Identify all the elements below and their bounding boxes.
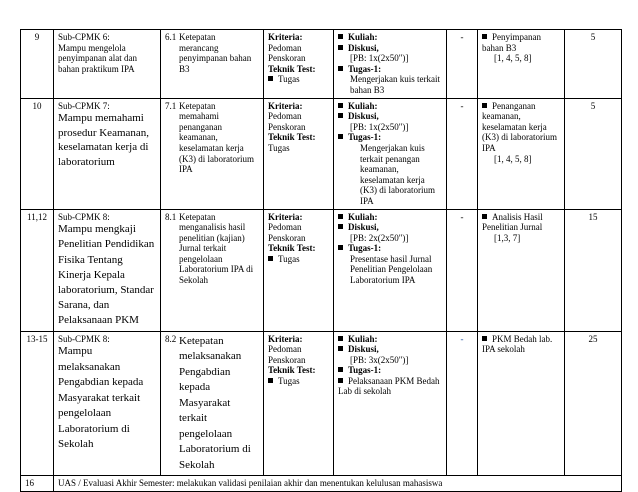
- criteria-item: Penskoran: [268, 354, 306, 365]
- technique-heading: Teknik Test:: [268, 132, 316, 143]
- material-cell: [478, 331, 565, 476]
- table-row: [21, 98, 622, 209]
- criteria-heading: Kriteria:: [268, 211, 303, 222]
- indicator-cell: [161, 209, 264, 331]
- bullet-icon: [338, 34, 343, 39]
- material-text: Penanganan keamanan, keselamatan kerja (K3) di laboratorium IPA: [482, 100, 557, 153]
- sub-cpmk-cell: [54, 331, 161, 476]
- criteria-item: Pedoman: [268, 111, 302, 122]
- technique-heading: Teknik Test:: [268, 243, 316, 254]
- week-number: 13-15: [21, 331, 54, 476]
- criteria-heading: Kriteria:: [268, 32, 303, 42]
- lecture-label: Kuliah:: [348, 333, 378, 344]
- technique-item: Tugas: [278, 375, 300, 386]
- bullet-icon: [338, 214, 343, 219]
- technique-heading: Teknik Test:: [268, 63, 316, 74]
- learning-form-cell: [334, 209, 447, 331]
- table-row: [21, 209, 622, 331]
- sub-cpmk-text: Mampu melaksanakan Pengabdian kepada Masyarakat terkait pengelolaan Laboratorium di Sekolah: [58, 345, 144, 451]
- bullet-icon: [482, 336, 487, 341]
- online-cell: -: [447, 30, 478, 99]
- material-cell: [478, 30, 565, 99]
- task-label: Tugas-1:: [348, 365, 382, 376]
- criteria-item: Pedoman: [268, 222, 302, 233]
- sub-cpmk-cell: [54, 98, 161, 209]
- learning-form-cell: [334, 98, 447, 209]
- weight-cell: 5: [565, 30, 622, 99]
- sub-cpmk-text: Mampu mengkaji Penelitian Pendidikan Fisika Tentang Kinerja Kepala laboratorium, Standar Sarana, dan Pelaksanaan PKM: [58, 223, 155, 327]
- week-number: 10: [21, 98, 54, 209]
- sub-cpmk-cell: [54, 30, 161, 99]
- bullet-icon: [338, 346, 343, 351]
- bullet-icon: [338, 367, 343, 372]
- task-label: Tugas-1:: [348, 63, 382, 74]
- bullet-icon: [338, 378, 343, 383]
- indicator-text: Ketepatan merancang penyimpanan bahan B3: [179, 32, 252, 74]
- table-row-uas: [21, 476, 622, 492]
- learning-form-cell: [334, 331, 447, 476]
- reference-text: [1,3, 7]: [494, 232, 521, 243]
- meeting-count: [PB: 2x(2x50")]: [350, 232, 409, 243]
- reference-text: [1, 4, 5, 8]: [494, 153, 532, 164]
- material-cell: [478, 98, 565, 209]
- technique-item: Tugas: [278, 253, 300, 264]
- indicator-number: 8.2: [165, 333, 177, 344]
- weight-cell: 5: [565, 98, 622, 209]
- bullet-icon: [338, 224, 343, 229]
- criteria-heading: Kriteria:: [268, 100, 303, 111]
- indicator-number: 7.1: [165, 100, 177, 111]
- bullet-icon: [338, 113, 343, 118]
- weight-cell: 15: [565, 209, 622, 331]
- indicator-cell: [161, 331, 264, 476]
- rps-table: [20, 29, 622, 492]
- task-label: Tugas-1:: [348, 243, 382, 254]
- sub-cpmk-heading: Sub-CPMK 6:: [58, 32, 110, 42]
- sub-cpmk-heading: Sub-CPMK 8:: [58, 333, 110, 344]
- indicator-cell: [161, 98, 264, 209]
- material-text: Analisis Hasil Penelitian Jurnal: [482, 211, 543, 233]
- meeting-count: [PB: 1x(2x50")]: [350, 121, 409, 132]
- technique-item: Tugas: [268, 142, 290, 153]
- indicator-text: Ketepatan memahami penanganan keamanan, keselamatan kerja (K3) di laboratorium IPA: [179, 100, 254, 175]
- criteria-item: Penskoran: [268, 121, 306, 132]
- assessment-cell: [264, 30, 334, 99]
- criteria-item: Pedoman: [268, 344, 302, 355]
- bullet-icon: [482, 103, 487, 108]
- online-cell: -: [447, 209, 478, 331]
- bullet-icon: [338, 103, 343, 108]
- sub-cpmk-heading: Sub-CPMK 8:: [58, 211, 110, 222]
- online-cell: -: [447, 98, 478, 209]
- task-text: Presentase hasil Jurnal Penelitian Pengelolaan Laboratorium IPA: [350, 253, 433, 286]
- bullet-icon: [268, 76, 273, 81]
- online-cell: -: [447, 331, 478, 476]
- lecture-label: Kuliah:: [348, 100, 378, 111]
- assessment-cell: [264, 331, 334, 476]
- bullet-icon: [338, 45, 343, 50]
- assessment-cell: [264, 209, 334, 331]
- sub-cpmk-text: Mampu memahami prosedur Keamanan, keselamatan kerja di laboratorium: [58, 112, 150, 168]
- technique-item: Tugas: [278, 74, 300, 85]
- criteria-item: Penskoran: [268, 53, 306, 64]
- sub-cpmk-text: Mampu mengelola penyimpanan alat dan bahan praktikum IPA: [58, 42, 137, 74]
- lecture-label: Kuliah:: [348, 32, 378, 42]
- sub-cpmk-heading: Sub-CPMK 7:: [58, 100, 110, 111]
- task-text: Pelaksanaan PKM Bedah Lab di sekolah: [338, 375, 440, 397]
- task-text: Mengerjakan kuis terkait bahan B3: [350, 74, 440, 95]
- table-row: [21, 331, 622, 476]
- criteria-item: Penskoran: [268, 232, 306, 243]
- technique-heading: Teknik Test:: [268, 365, 316, 376]
- material-text: Penyimpanan bahan B3: [482, 32, 541, 53]
- bullet-icon: [338, 134, 343, 139]
- lecture-label: Kuliah:: [348, 211, 378, 222]
- table-row: [21, 30, 622, 99]
- indicator-number: 8.1: [165, 211, 177, 222]
- bullet-icon: [268, 256, 273, 261]
- discussion-label: Diskusi,: [348, 344, 379, 355]
- meeting-count: [PB: 3x(2x50")]: [350, 354, 409, 365]
- material-text: PKM Bedah lab. IPA sekolah: [482, 333, 553, 355]
- criteria-item: Pedoman: [268, 42, 302, 53]
- indicator-number: 6.1: [165, 32, 177, 42]
- week-number: 16: [21, 476, 54, 492]
- bullet-icon: [482, 34, 487, 39]
- indicator-text: Ketepatan melaksanakan Pengabdian kepada Masyarakat terkait pengelolaan Laboratorium di Sekolah: [179, 334, 251, 471]
- bullet-icon: [482, 214, 487, 219]
- indicator-text: Ketepatan menganalisis hasil penelitian (kajian) Jurnal terkait pengelolaan Laboratorium IPA di Sekolah: [179, 211, 254, 286]
- discussion-label: Diskusi,: [348, 222, 379, 233]
- material-cell: [478, 209, 565, 331]
- discussion-label: Diskusi,: [348, 111, 379, 122]
- bullet-icon: [338, 245, 343, 250]
- reference-text: [1, 4, 5, 8]: [494, 53, 532, 64]
- bullet-icon: [338, 66, 343, 71]
- discussion-label: Diskusi,: [348, 42, 379, 53]
- week-number: 9: [21, 30, 54, 99]
- bullet-icon: [268, 378, 273, 383]
- uas-text: UAS / Evaluasi Akhir Semester: melakukan validasi penilaian akhir dan menentukan kelulusan mahasiswa: [54, 476, 622, 492]
- assessment-cell: [264, 98, 334, 209]
- weight-cell: 25: [565, 331, 622, 476]
- week-number: 11,12: [21, 209, 54, 331]
- task-label: Tugas-1:: [348, 132, 382, 143]
- learning-form-cell: [334, 30, 447, 99]
- criteria-heading: Kriteria:: [268, 333, 303, 344]
- task-text: Mengerjakan kuis terkait penangan keamanan, keselamatan kerja (K3) di laboratorium IPA: [360, 142, 435, 206]
- bullet-icon: [338, 336, 343, 341]
- sub-cpmk-cell: [54, 209, 161, 331]
- indicator-cell: [161, 30, 264, 99]
- meeting-count: [PB: 1x(2x50")]: [350, 53, 409, 64]
